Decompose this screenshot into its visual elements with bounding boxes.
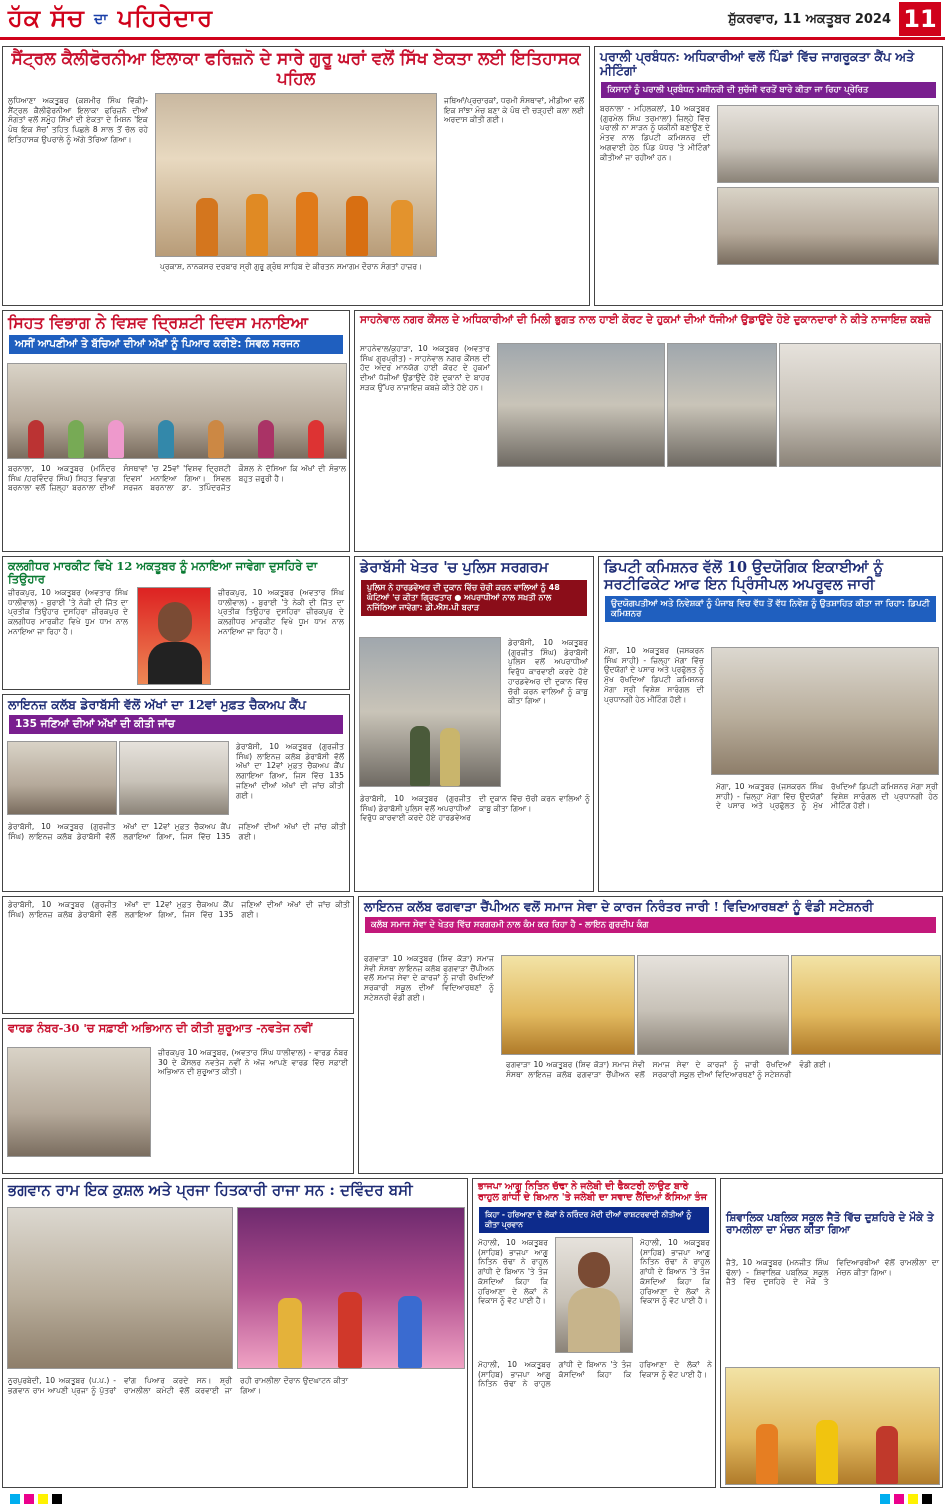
article-body: ਡੇਰਾਬੱਸੀ, 10 ਅਕਤੂਬਰ (ਗੁਰਜੀਤ ਸਿੰਘ) ਡੇਰਾਬੱਸੀ ਪੁਲਿਸ ਵਲੋਂ ਅਪਰਾਧੀਆਂ ਵਿਰੁੱਧ ਕਾਰਵਾਈ ਕਰਦੇ ਹੋਏ ਹਾਰਡਵੇਅਰ ਦੀ ਦੁਕਾਨ ਵਿੱਚ ਚੋਰੀ ਕਰਨ ਵਾਲਿਆਂ ਨੂੰ ਕਾਬੂ ਕੀਤਾ ਗਿਆ।: [508, 638, 588, 706]
logo-main: ਹੱਕ ਸੱਚ: [8, 3, 85, 32]
photo-ward-30: [7, 1047, 151, 1157]
article-body: ਸਾਹਨੇਵਾਲ/ਕੁਹਾੜਾ, 10 ਅਕਤੂਬਰ (ਅਵਤਾਰ ਸਿੰਘ ਗੁਰਪ੍ਰੀਤ) - ਸਾਹਨੇਵਾਲ ਨਗਰ ਕੌਂਸਲ ਦੀ ਹੱਦ ਅੰਦਰ ਮਾਨਯੋਗ ਹਾਈ ਕੋਰਟ ਦੇ ਹੁਕਮਾਂ ਦੀਆਂ ਧੱਜੀਆਂ ਉਡਾਉਂਦੇ ਹੋਏ ਦੁਕਾਨਾਂ ਦੇ ਬਾਹਰ ਸੜਕ ਉੱਪਰ ਨਾਜਾਇਜ਼ ਕਬਜ਼ੇ ਕੀਤੇ ਹੋਏ ਹਨ।: [360, 344, 490, 392]
article-body: ਲੁਧਿਆਣਾ ਅਕਤੂਬਰ (ਕਸ਼ਮੀਰ ਸਿੰਘ ਵਿੱਕੀ)- ਸੈਂਟ੍ਰਲ ਕੈਲੀਫੋਰਨੀਆ ਇਲਾਕਾ ਫਰਿਜ਼ਨੋ ਦੀਆਂ ਸੰਗਤਾਂ ਵਲੋਂ ਸਮੂੰਹ ਸਿੱਖਾਂ ਦੀ ਏਕਤਾ ਦੇ ਮਿਸ਼ਨ 'ਇਕ ਪੰਥ ਇਕ ਸੋਚ' ਤਹਿਤ ਪਿਛਲੇ 8 ਸਾਲ ਤੋਂ ਚੱਲ ਰਹੇ ਇਤਿਹਾਸਕ ਉਪਰਾਲੇ ਨੂੰ ਅੱਗੇ ਤੋਰਿਆ ਗਿਆ।: [8, 96, 148, 144]
article-body: ਫਗਵਾੜਾ 10 ਅਕਤੂਬਰ (ਸ਼ਿਵ ਕੋੜਾ) ਸਮਾਜ ਸੇਵੀ ਸੰਸਥਾ ਲਾਇਨਜ਼ ਕਲੱਬ ਫਗਵਾੜਾ ਚੈਂਪੀਅਨ ਵਲੋਂ ਸਮਾਜ ਸੇਵਾ ਦੇ ਕਾਰਜਾਂ ਨੂੰ ਜਾਰੀ ਰੱਖਦਿਆਂ ਸਰਕਾਰੀ ਸਕੂਲ ਦੀਆਂ ਵਿਦਿਆਰਥਣਾਂ ਨੂੰ ਸਟੇਸ਼ਨਰੀ ਵੰਡੀ ਗਈ।: [364, 954, 494, 1002]
page-number: 11: [899, 2, 941, 36]
article-cleanliness: [2, 1018, 354, 1174]
article-body: ਡੇਰਾਬੱਸੀ, 10 ਅਕਤੂਬਰ (ਗੁਰਜੀਤ ਸਿੰਘ) ਲਾਇਨਜ਼ ਕਲੱਬ ਡੇਰਾਬੱਸੀ ਵੱਲੋਂ ਅੱਖਾਂ ਦਾ 12ਵਾਂ ਮੁਫ਼ਤ ਚੈਕਅਪ ਕੈਂਪ ਲਗਾਇਆ ਗਿਆ, ਜਿਸ ਵਿੱਚ 135 ਜਣਿਆਂ ਦੀਆਂ ਅੱਖਾਂ ਦੀ ਜਾਂਚ ਕੀਤੀ ਗਈ।: [236, 742, 344, 800]
photo-nitin-chadha: [555, 1237, 633, 1353]
logo-small: ਦਾ: [93, 11, 109, 28]
photo-farmers: [717, 187, 939, 265]
photo-inauguration: [7, 1207, 233, 1369]
article-police: [354, 556, 594, 892]
photo-shops: [497, 343, 665, 467]
article-lions-phagwara: [358, 896, 943, 1174]
article-headline: ਡੇਰਾਬੱਸੀ ਖੇਤਰ 'ਚ ਪੁਲਿਸ ਸਰਗਰਮ: [360, 559, 549, 576]
article-headline: ਸ਼ਿਵਾਲਿਕ ਪਬਲਿਕ ਸਕੂਲ ਜੈਤੋ ਵਿੱਚ ਦੁਸ਼ਹਿਰੇ ਦੇ ਮੌਕੇ ਤੇ ਰਾਮਲੀਲਾ ਦਾ ਮੰਚਨ ਕੀਤਾ ਗਿਆ: [726, 1212, 934, 1237]
article-headline: ਸਾਹਨੇਵਾਲ ਨਗਰ ਕੌਂਸਲ ਦੇ ਅਧਿਕਾਰੀਆਂ ਦੀ ਮਿਲੀ ਭੁਗਤ ਨਾਲ ਹਾਈ ਕੋਰਟ ਦੇ ਹੁਕਮਾਂ ਦੀਆਂ ਧੱਜੀਆਂ ਉਡਾਉਂਦੇ ਹੋਏ ਦੁਕਾਨਦਾਰਾਂ ਨੇ ਕੀਤੇ ਨਾਜਾਇਜ਼ ਕਬਜ਼ੇ: [360, 314, 931, 326]
photo-school-ramlila: [725, 1367, 940, 1485]
photo-students-1: [501, 955, 635, 1055]
article-dussehra-market: [2, 556, 350, 690]
article-subhead: 135 ਜਣਿਆਂ ਦੀਆਂ ਅੱਖਾਂ ਦੀ ਕੀਤੀ ਜਾਂਚ: [9, 715, 343, 734]
article-subhead: ਕਲੱਬ ਸਮਾਜ ਸੇਵਾ ਦੇ ਖੇਤਰ ਵਿੱਚ ਸਰਗਰਮੀ ਨਾਲ ਕੰਮ ਕਰ ਰਿਹਾ ਹੈ - ਲਾਇਨ ਗੁਰਦੀਪ ਕੰਗ: [365, 917, 936, 933]
photo-eye-camp-2: [119, 741, 229, 815]
masthead: [0, 0, 945, 40]
article-body-cont: ਡੇਰਾਬੱਸੀ, 10 ਅਕਤੂਬਰ (ਗੁਰਜੀਤ ਸਿੰਘ) ਲਾਇਨਜ਼ ਕਲੱਬ ਡੇਰਾਬੱਸੀ ਵੱਲੋਂ ਅੱਖਾਂ ਦਾ 12ਵਾਂ ਮੁਫ਼ਤ ਚੈਕਅਪ ਕੈਂਪ ਲਗਾਇਆ ਗਿਆ, ਜਿਸ ਵਿੱਚ 135 ਜਣਿਆਂ ਦੀਆਂ ਅੱਖਾਂ ਦੀ ਜਾਂਚ ਕੀਤੀ ਗਈ।: [8, 822, 346, 841]
article-body: ਬਰਨਾਲਾ, 10 ਅਕਤੂਬਰ (ਮਨਿੰਦਰ ਸਿੰਘ /ਹਰਵਿੰਦਰ ਸਿੰਘ) ਸਿਹਤ ਵਿਭਾਗ ਬਰਨਾਲਾ ਵਲੋਂ ਜ਼ਿਲ੍ਹਾ ਬਰਨਾਲਾ ਦੀਆਂ ਸੰਸਥਾਵਾਂ 'ਚ 25ਵਾਂ 'ਵਿਸ਼ਵ ਦ੍ਰਿਸ਼ਟੀ ਦਿਵਸ' ਮਨਾਇਆ ਗਿਆ। ਸਿਵਲ ਸਰਜਨ ਬਰਨਾਲਾ ਡਾ. ਤਪਿੰਦਰਜੋਤ ਕੌਸ਼ਲ ਨੇ ਦੱਸਿਆ ਕਿ ਅੱਖਾਂ ਦੀ ਸੰਭਾਲ ਬਹੁਤ ਜ਼ਰੂਰੀ ਹੈ।: [8, 464, 346, 493]
article-shivalik-school: [720, 1178, 943, 1488]
article-subhead: ਕਿਹਾ - ਹਰਿਆਣਾ ਦੇ ਲੋਕਾਂ ਨੇ ਨਰਿੰਦਰ ਮੋਦੀ ਦੀਆਂ ਰਾਸ਼ਟਰਵਾਦੀ ਨੀਤੀਆਂ ਨੂੰ ਕੀਤਾ ਪ੍ਰਵਾਨ: [479, 1207, 709, 1233]
photo-students-3: [791, 955, 941, 1055]
article-body: ਜ਼ੀਰਕਪੁਰ, 10 ਅਕਤੂਬਰ (ਅਵਤਾਰ ਸਿੰਘ ਧਾਲੀਵਾਲ) - ਬੁਰਾਈ 'ਤੇ ਨੇਕੀ ਦੀ ਜਿੱਤ ਦਾ ਪ੍ਰਤੀਕ ਤਿਉਹਾਰ ਦੁਸਹਿਰਾ ਜ਼ੀਰਕਪੁਰ ਦੇ ਕਲਗੀਧਰ ਮਾਰਕੀਟ ਵਿਖੇ ਧੂਮ ਧਾਮ ਨਾਲ ਮਨਾਇਆ ਜਾ ਰਿਹਾ ਹੈ।: [8, 588, 128, 636]
article-body: ਜੈਤੋ, 10 ਅਕਤੂਬਰ (ਮਨਜੀਤ ਸਿੰਘ ਢੱਲਾ) - ਸ਼ਿਵਾਲਿਕ ਪਬਲਿਕ ਸਕੂਲ ਜੈਤੋ ਵਿੱਚ ਦੁਸ਼ਹਿਰੇ ਦੇ ਮੌਕੇ ਤੇ ਵਿਦਿਆਰਥੀਆਂ ਵੱਲੋਂ ਰਾਮਲੀਲਾ ਦਾ ਮੰਚਨ ਕੀਤਾ ਗਿਆ।: [726, 1258, 939, 1287]
registration-marks: [0, 1490, 945, 1507]
article-body: ਬਰਨਾਲਾ - ਮਹਿਲਕਲਾਂ, 10 ਅਕਤੂਬਰ (ਗੁਰਮੇਲ ਸਿੰਘ ਤਰਮਾਲਾ) ਜ਼ਿਲ੍ਹੇ ਵਿੱਚ ਪਰਾਲੀ ਨਾ ਸਾੜਨ ਨੂੰ ਯਕੀਨੀ ਬਣਾਉਣ ਦੇ ਮੰਤਵ ਨਾਲ ਡਿਪਟੀ ਕਮਿਸ਼ਨਰ ਦੀ ਅਗਵਾਈ ਹੇਠ ਪਿੰਡ ਪੱਧਰ 'ਤੇ ਮੀਟਿੰਗਾਂ ਕੀਤੀਆਂ ਜਾ ਰਹੀਆਂ ਹਨ।: [600, 104, 710, 162]
article-headline: ਵਾਰਡ ਨੰਬਰ-30 'ਚ ਸਫ਼ਾਈ ਅਭਿਆਨ ਦੀ ਕੀਤੀ ਸ਼ੁਰੂਆਤ -ਨਵਤੇਜ ਨਵੀਂ: [8, 1021, 312, 1035]
article-headline: ਲਾਇਨਜ਼ ਕਲੱਬ ਡੇਰਾਬੱਸੀ ਵੱਲੋਂ ਅੱਖਾਂ ਦਾ 12ਵਾਂ ਮੁਫ਼ਤ ਚੈਕਅਪ ਕੈਂਪ: [8, 697, 306, 712]
photo-dc-meeting: [711, 647, 939, 775]
article-headline: ਸੈਂਟ੍ਰਲ ਕੈਲੀਫੋਰਨੀਆ ਇਲਾਕਾ ਫਰਿਜ਼ਨੋ ਦੇ ਸਾਰੇ ਗੁਰੂ ਘਰਾਂ ਵਲੋਂ ਸਿੱਖ ਏਕਤਾ ਲਈ ਇਤਿਹਾਸਕ ਪਹਿਲ: [11, 49, 581, 89]
photo-health-staff: [7, 363, 347, 459]
article-body: ਮੋਗਾ, 10 ਅਕਤੂਬਰ (ਜਸਕਰਨ ਸਿੰਘ ਸਾਹੀ) - ਜ਼ਿਲ੍ਹਾ ਮੋਗਾ ਵਿੱਚ ਉਦਯੋਗਾਂ ਦੇ ਪਸਾਰ ਅਤੇ ਪ੍ਰਫੁੱਲਤ ਨੂੰ ਮੁੱਖ ਰੱਖਦਿਆਂ ਡਿਪਟੀ ਕਮਿਸ਼ਨਰ ਮੋਗਾ ਸ੍ਰੀ ਵਿਸ਼ੇਸ਼ ਸਾਰੰਗਲ ਦੀ ਪ੍ਰਧਾਨਗੀ ਹੇਠ ਮੀਟਿੰਗ ਹੋਈ।: [604, 646, 704, 704]
newspaper-logo: [8, 3, 213, 32]
article-jalebi: [472, 1178, 716, 1488]
article-subhead: ਪੁਲਿਸ ਨੇ ਹਾਰਡਵੇਅਰ ਦੀ ਦੁਕਾਨ ਵਿੱਚ ਚੋਰੀ ਕਰਨ ਵਾਲਿਆਂ ਨੂੰ 48 ਘੰਟਿਆਂ 'ਚ ਕੀਤਾ ਗ੍ਰਿਫਤਾਰ ● ਅਪਰਾਧੀਆਂ ਨਾਲ ਸਖ਼ਤੀ ਨਾਲ ਨਜਿੱਠਿਆ ਜਾਵੇਗਾ: ਡੀ.ਐਸ.ਪੀ ਬਰਾੜ: [361, 580, 587, 616]
article-body-cont: ਮੋਹਾਲੀ, 10 ਅਕਤੂਬਰ (ਸਾਹਿਬ) ਭਾਜਪਾ ਆਗੂ ਨਿਤਿਨ ਚੱਢਾ ਨੇ ਰਾਹੁਲ ਗਾਂਧੀ ਦੇ ਬਿਆਨ 'ਤੇ ਤੰਜ ਕੱਸਦਿਆਂ ਕਿਹਾ ਕਿ ਹਰਿਆਣਾ ਦੇ ਲੋਕਾਂ ਨੇ ਵਿਕਾਸ ਨੂੰ ਵੋਟ ਪਾਈ ਹੈ।: [478, 1360, 712, 1389]
photo-students-2: [637, 955, 789, 1055]
article-body-cont: ਡੇਰਾਬੱਸੀ, 10 ਅਕਤੂਬਰ (ਗੁਰਜੀਤ ਸਿੰਘ) ਲਾਇਨਜ਼ ਕਲੱਬ ਡੇਰਾਬੱਸੀ ਵੱਲੋਂ ਅੱਖਾਂ ਦਾ 12ਵਾਂ ਮੁਫ਼ਤ ਚੈਕਅਪ ਕੈਂਪ ਲਗਾਇਆ ਗਿਆ, ਜਿਸ ਵਿੱਚ 135 ਜਣਿਆਂ ਦੀਆਂ ਅੱਖਾਂ ਦੀ ਜਾਂਚ ਕੀਤੀ ਗਈ।: [8, 900, 350, 919]
article-sikh-unity: [2, 46, 590, 306]
photo-eye-camp-1: [7, 741, 117, 815]
photo-kirtan: [155, 93, 437, 257]
article-body: ਜ਼ੀਰਕਪੁਰ 10 ਅਕਤੂਬਰ, (ਅਵਤਾਰ ਸਿੰਘ ਧਾਲੀਵਾਲ) - ਵਾਰਡ ਨੰਬਰ 30 ਦੇ ਕੌਂਸਲਰ ਨਵਤੇਜ ਨਵੀਂ ਨੇ ਅੱਜ ਆਪਣੇ ਵਾਰਡ ਵਿੱਚ ਸਫ਼ਾਈ ਅਭਿਆਨ ਦੀ ਸ਼ੁਰੂਆਤ ਕੀਤੀ।: [158, 1048, 348, 1077]
photo-street: [667, 343, 777, 467]
article-subhead: ਉਦਯੋਗਪਤੀਆਂ ਅਤੇ ਨਿਵੇਸ਼ਕਾਂ ਨੂੰ ਪੰਜਾਬ ਵਿਚ ਵੱਧ ਤੋਂ ਵੱਧ ਨਿਵੇਸ਼ ਨੂੰ ਉਤਸ਼ਾਹਿਤ ਕੀਤਾ ਜਾ ਰਿਹਾ: ਡਿਪਟੀ ਕਮਿਸ਼ਨਰ: [605, 596, 936, 622]
article-headline: ਸਿਹਤ ਵਿਭਾਗ ਨੇ ਵਿਸ਼ਵ ਦ੍ਰਿਸ਼ਟੀ ਦਿਵਸ ਮਨਾਇਆ: [8, 313, 309, 332]
photo-ramlila-stage: [237, 1207, 465, 1369]
article-headline: ਭਾਜਪਾ ਆਗੂ ਨਿਤਿਨ ਚੱਢਾ ਨੇ ਜਲੇਬੀ ਦੀ ਫੈਕਟਰੀ ਲਾਉਣ ਬਾਰੇ ਰਾਹੁਲ ਗਾਂਧੀ ਦੇ ਬਿਆਨ 'ਤੇ ਜਲੇਬੀ ਦਾ ਸਵਾਦ ਲੈਂਦਿਆਂ ਕੱਸਿਆ ਤੰਜ: [478, 1181, 707, 1203]
article-body-cont: ਫਗਵਾੜਾ 10 ਅਕਤੂਬਰ (ਸ਼ਿਵ ਕੋੜਾ) ਸਮਾਜ ਸੇਵੀ ਸੰਸਥਾ ਲਾਇਨਜ਼ ਕਲੱਬ ਫਗਵਾੜਾ ਚੈਂਪੀਅਨ ਵਲੋਂ ਸਮਾਜ ਸੇਵਾ ਦੇ ਕਾਰਜਾਂ ਨੂੰ ਜਾਰੀ ਰੱਖਦਿਆਂ ਸਰਕਾਰੀ ਸਕੂਲ ਦੀਆਂ ਵਿਦਿਆਰਥਣਾਂ ਨੂੰ ਸਟੇਸ਼ਨਰੀ ਵੰਡੀ ਗਈ।: [506, 1060, 832, 1079]
article-eye-camp-cont: [2, 896, 354, 1014]
article-subhead: ਕਿਸਾਨਾਂ ਨੂੰ ਪਰਾਲੀ ਪ੍ਰਬੰਧਨ ਮਸ਼ੀਨਰੀ ਦੀ ਸੁਚੱਜੀ ਵਰਤੋਂ ਬਾਰੇ ਕੀਤਾ ਜਾ ਰਿਹਾ ਪ੍ਰੇਰਿਤ: [601, 82, 936, 98]
article-headline: ਕਲਗੀਧਰ ਮਾਰਕੀਟ ਵਿਖੇ 12 ਅਕਤੂਬਰ ਨੂੰ ਮਨਾਇਆ ਜਾਵੇਗਾ ਦੁਸਹਿਰੇ ਦਾ ਤਿਉਹਾਰ: [8, 559, 318, 587]
article-body-cont: ਜ਼ੀਰਕਪੁਰ, 10 ਅਕਤੂਬਰ (ਅਵਤਾਰ ਸਿੰਘ ਧਾਲੀਵਾਲ) - ਬੁਰਾਈ 'ਤੇ ਨੇਕੀ ਦੀ ਜਿੱਤ ਦਾ ਪ੍ਰਤੀਕ ਤਿਉਹਾਰ ਦੁਸਹਿਰਾ ਜ਼ੀਰਕਪੁਰ ਦੇ ਕਲਗੀਧਰ ਮਾਰਕੀਟ ਵਿਖੇ ਧੂਮ ਧਾਮ ਨਾਲ ਮਨਾਇਆ ਜਾ ਰਿਹਾ ਹੈ।: [218, 588, 344, 636]
logo-end: ਪਹਿਰੇਦਾਰ: [117, 3, 214, 32]
photo-market: [779, 343, 941, 467]
article-industrial-units: [598, 556, 943, 892]
article-subhead: ਅਸੀਂ ਆਪਣੀਆਂ ਤੇ ਬੱਚਿਆਂ ਦੀਆਂ ਅੱਖਾਂ ਨੂੰ ਪਿਆਰ ਕਰੀਏ: ਸਿਵਲ ਸਰਜਨ: [9, 335, 343, 354]
article-body: ਜਥਿਆਂ/ਪ੍ਰਚਾਰਕਾਂ, ਧਰਮੀ ਸੰਸਥਾਵਾਂ, ਮੀਡੀਆ ਵਲੋਂ ਇਕ ਸਾਂਝਾ ਮੰਚ ਬਣਾ ਕੇ ਪੰਥ ਦੀ ਚੜ੍ਹਦੀ ਕਲਾ ਲਈ ਅਰਦਾਸ ਕੀਤੀ ਗਈ।: [444, 96, 584, 125]
issue-date: ਸ਼ੁੱਕਰਵਾਰ, 11 ਅਕਤੂਬਰ 2024: [728, 12, 891, 27]
article-headline: ਲਾਇਨਜ਼ ਕਲੱਬ ਫਗਵਾੜਾ ਚੈਂਪੀਅਨ ਵਲੋਂ ਸਮਾਜ ਸੇਵਾ ਦੇ ਕਾਰਜ ਨਿਰੰਤਰ ਜਾਰੀ ! ਵਿਦਿਆਰਥਣਾਂ ਨੂੰ ਵੰਡੀ ਸਟੇਸ਼ਨਰੀ: [364, 899, 874, 914]
photo-meeting: [717, 105, 939, 183]
article-body-cont: ਮੋਗਾ, 10 ਅਕਤੂਬਰ (ਜਸਕਰਨ ਸਿੰਘ ਸਾਹੀ) - ਜ਼ਿਲ੍ਹਾ ਮੋਗਾ ਵਿੱਚ ਉਦਯੋਗਾਂ ਦੇ ਪਸਾਰ ਅਤੇ ਪ੍ਰਫੁੱਲਤ ਨੂੰ ਮੁੱਖ ਰੱਖਦਿਆਂ ਡਿਪਟੀ ਕਮਿਸ਼ਨਰ ਮੋਗਾ ਸ੍ਰੀ ਵਿਸ਼ੇਸ਼ ਸਾਰੰਗਲ ਦੀ ਪ੍ਰਧਾਨਗੀ ਹੇਠ ਮੀਟਿੰਗ ਹੋਈ।: [716, 782, 938, 811]
article-encroachment: [354, 310, 943, 552]
article-headline: ਪਰਾਲੀ ਪ੍ਰਬੰਧਨ: ਅਧਿਕਾਰੀਆਂ ਵਲੋਂ ਪਿੰਡਾਂ ਵਿੱਚ ਜਾਗਰੂਕਤਾ ਕੈਂਪ ਅਤੇ ਮੀਟਿੰਗਾਂ: [600, 49, 915, 79]
article-body: ਨੂਰਪੁਰਬੇਦੀ, 10 ਅਕਤੂਬਰ (ਪ.ਪ.) - ਭਗਵਾਨ ਰਾਮ ਆਪਣੀ ਪ੍ਰਜਾ ਨੂੰ ਪੁੱਤਰਾਂ ਵਾਂਗ ਪਿਆਰ ਕਰਦੇ ਸਨ। ਸ਼੍ਰੀ ਰਾਮਲੀਲਾ ਕਮੇਟੀ ਵੱਲੋਂ ਕਰਵਾਈ ਜਾ ਰਹੀ ਰਾਮਲੀਲਾ ਦੌਰਾਨ ਉਦਘਾਟਨ ਕੀਤਾ ਗਿਆ।: [8, 1376, 348, 1395]
photo-caption: ਪ੍ਰਕਾਸ਼, ਨਾਨਕਸਰ ਦਰਬਾਰ ਸ੍ਰੀ ਗੁਰੂ ਗ੍ਰੰਥ ਸਾਹਿਬ ਦੇ ਕੀਰਤਨ ਸਮਾਗਮ ਦੌਰਾਨ ਸੰਗਤਾਂ ਹਾਜ਼ਰ।: [160, 262, 423, 271]
article-lord-ram: [2, 1178, 468, 1488]
article-headline: ਡਿਪਟੀ ਕਮਿਸ਼ਨਰ ਵੱਲੋਂ 10 ਉਦਯੋਗਿਕ ਇਕਾਈਆਂ ਨੂੰ ਸਰਟੀਫਿਕੇਟ ਆਫ ਇਨ ਪ੍ਰਿੰਸੀਪਲ ਅਪਰੂਵਲ ਜਾਰੀ: [604, 559, 883, 593]
photo-hardware-shop: [359, 637, 501, 787]
article-body: ਮੋਹਾਲੀ, 10 ਅਕਤੂਬਰ (ਸਾਹਿਬ) ਭਾਜਪਾ ਆਗੂ ਨਿਤਿਨ ਚੱਢਾ ਨੇ ਰਾਹੁਲ ਗਾਂਧੀ ਦੇ ਬਿਆਨ 'ਤੇ ਤੰਜ ਕੱਸਦਿਆਂ ਕਿਹਾ ਕਿ ਹਰਿਆਣਾ ਦੇ ਲੋਕਾਂ ਨੇ ਵਿਕਾਸ ਨੂੰ ਵੋਟ ਪਾਈ ਹੈ।: [478, 1238, 548, 1306]
article-body-cont: ਮੋਹਾਲੀ, 10 ਅਕਤੂਬਰ (ਸਾਹਿਬ) ਭਾਜਪਾ ਆਗੂ ਨਿਤਿਨ ਚੱਢਾ ਨੇ ਰਾਹੁਲ ਗਾਂਧੀ ਦੇ ਬਿਆਨ 'ਤੇ ਤੰਜ ਕੱਸਦਿਆਂ ਕਿਹਾ ਕਿ ਹਰਿਆਣਾ ਦੇ ਲੋਕਾਂ ਨੇ ਵਿਕਾਸ ਨੂੰ ਵੋਟ ਪਾਈ ਹੈ।: [640, 1238, 710, 1306]
article-body-cont: ਡੇਰਾਬੱਸੀ, 10 ਅਕਤੂਬਰ (ਗੁਰਜੀਤ ਸਿੰਘ) ਡੇਰਾਬੱਸੀ ਪੁਲਿਸ ਵਲੋਂ ਅਪਰਾਧੀਆਂ ਵਿਰੁੱਧ ਕਾਰਵਾਈ ਕਰਦੇ ਹੋਏ ਹਾਰਡਵੇਅਰ ਦੀ ਦੁਕਾਨ ਵਿੱਚ ਚੋਰੀ ਕਰਨ ਵਾਲਿਆਂ ਨੂੰ ਕਾਬੂ ਕੀਤਾ ਗਿਆ।: [360, 794, 590, 823]
article-stubble: [594, 46, 943, 306]
article-eye-camp: [2, 694, 350, 892]
photo-portrait: [137, 587, 211, 685]
article-vision-day: [2, 310, 350, 552]
article-headline: ਭਗਵਾਨ ਰਾਮ ਇਕ ਕੁਸ਼ਲ ਅਤੇ ਪ੍ਰਜਾ ਹਿਤਕਾਰੀ ਰਾਜਾ ਸਨ : ਦਵਿੰਦਰ ਬਸੀ: [8, 1181, 413, 1199]
